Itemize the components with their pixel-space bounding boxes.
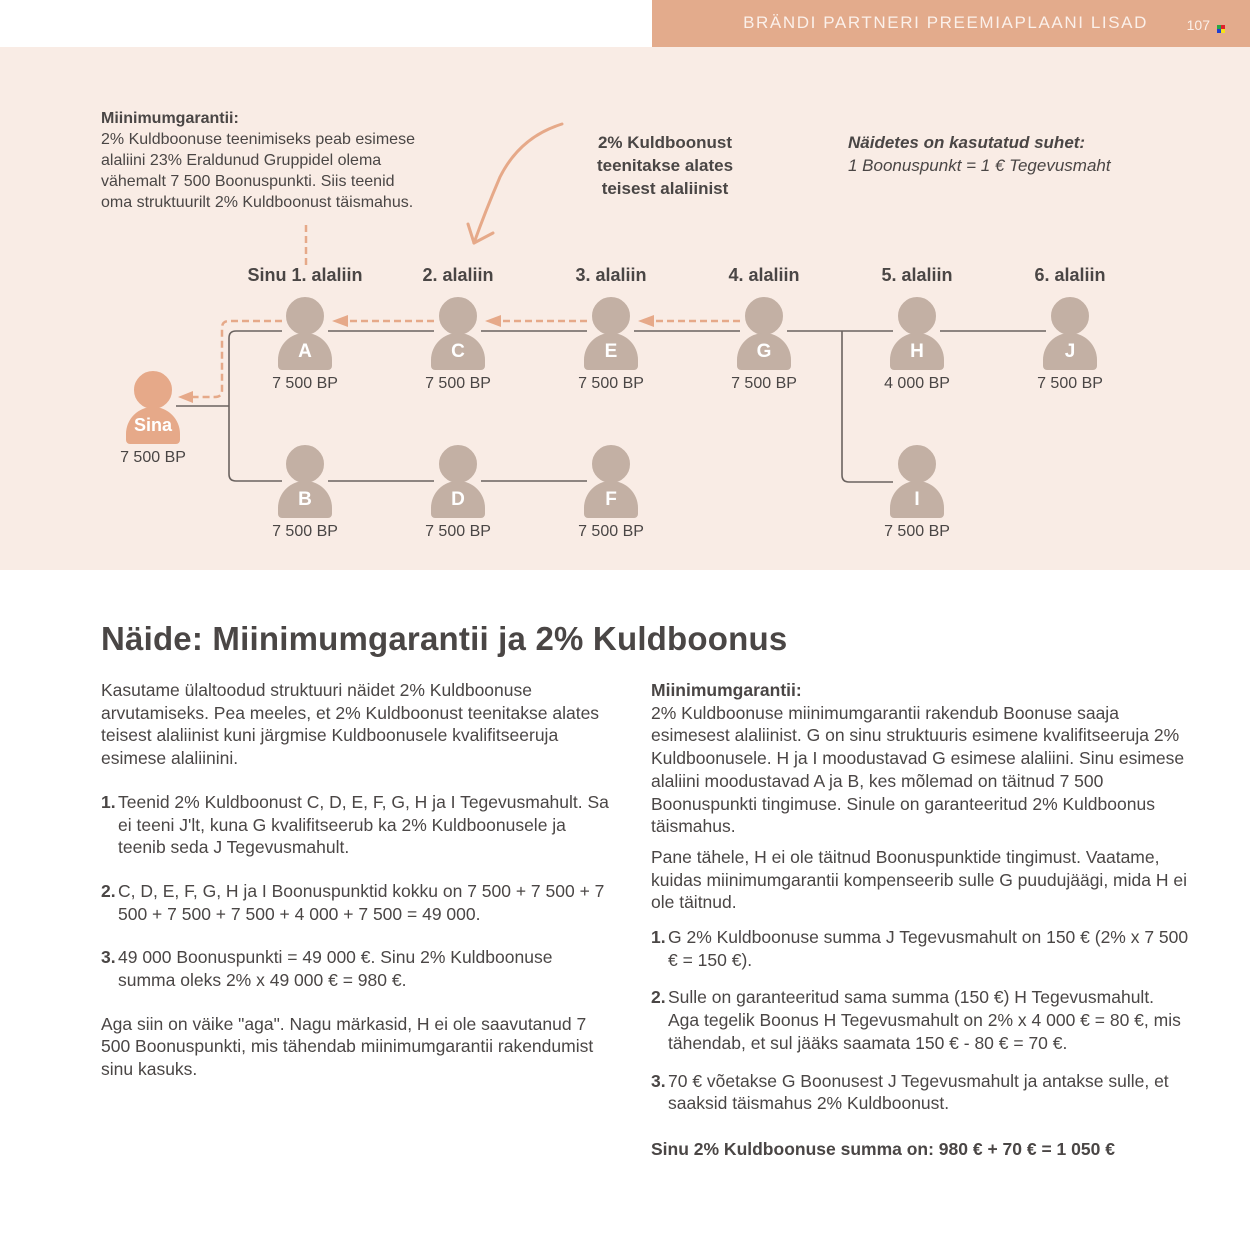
person-label: C <box>431 333 485 370</box>
bp-value-you: 7 500 BP <box>120 449 186 466</box>
item-text: Teenid 2% Kuldboonust C, D, E, F, G, H ja I Tegevusmahult. Sa ei teeni J'lt, kuna G kvalifitseerub ka 2% Kuldboonusele ja teenib seda J Tegevusmahult. <box>118 791 609 858</box>
person-label: G <box>737 333 791 370</box>
note-line: 2% Kuldboonuse teenimiseks peab esimese <box>101 131 415 148</box>
list-item <box>651 986 1191 1054</box>
note-line: vähemalt 7 500 Boonuspunkti. Siis teenid <box>101 173 395 190</box>
item-text: C, D, E, F, G, H ja I Boonuspunktid kokku on 7 500 + 7 500 + 7 500 + 7 500 + 7 500 + 4 000 + 7 500 = 49 000. <box>118 880 605 924</box>
item-text: Sulle on garanteeritud sama summa (150 €) H Tegevusmahult. <box>668 987 1155 1008</box>
person-e <box>571 296 651 376</box>
person-f <box>571 444 651 524</box>
person-label: E <box>584 333 638 370</box>
note-heading: Miinimumgarantii: <box>101 110 239 127</box>
guarantee-paragraph: 2% Kuldboonuse miinimumgarantii rakendub Boonuse saaja esimesest alaliinist. G on sinu struktuuris esimene kvalifitseeruja 2% Kuldboonusele. H ja I moodustavad G esimese alaliini. Sinu esimese alaliini moodustavad A ja B, kes mõlemad on täitnud 7 500 Boonuspunkti tingimuse. Sinule on garanteeritud 2% Kuldboonus täismahus. <box>651 702 1185 837</box>
bp-value-d: 7 500 BP <box>425 523 491 540</box>
right-column <box>651 679 1191 1161</box>
left-column <box>101 679 611 1102</box>
bp-value-g: 7 500 BP <box>731 375 797 392</box>
level-label-3: 3. alaliin <box>575 265 647 285</box>
note-line: 1 Boonuspunkt = 1 € Tegevusmaht <box>848 156 1111 175</box>
bp-value-h: 4 000 BP <box>884 375 950 392</box>
person-icon <box>285 444 325 484</box>
ratio-note <box>848 131 1148 177</box>
person-label: A <box>278 333 332 370</box>
total-summary: Sinu 2% Kuldboonuse summa on: 980 € + 70 € = 1 050 € <box>651 1138 1115 1159</box>
bp-value-j: 7 500 BP <box>1037 375 1103 392</box>
item-number: 2. <box>651 987 666 1008</box>
person-h <box>877 296 957 376</box>
person-icon <box>744 296 784 336</box>
note-line: oma struktuurilt 2% Kuldboonust täismahus. <box>101 194 414 211</box>
level-label-1: Sinu 1. alaliin <box>247 265 363 285</box>
person-label: D <box>431 481 485 518</box>
person-label: J <box>1043 333 1097 370</box>
hand-drawn-arrow-icon <box>468 124 562 243</box>
person-icon <box>1050 296 1090 336</box>
item-text: 70 € võetakse G Boonusest J Tegevusmahult ja antakse sulle, et saaksid täismahus 2% Kuldboonust. <box>668 1070 1169 1114</box>
note-heading: Näidetes on kasutatud suhet: <box>848 133 1086 152</box>
item-extra-text: Aga tegelik Boonus H Tegevusmahult on 2% x 4 000 € = 80 €, mis tähendab, et sul jääks saamata 150 € - 80 € = 70 €. <box>668 1010 1181 1053</box>
page-number: 107 <box>1186 17 1210 33</box>
section-title: BRÄNDI PARTNERI PREEMIAPLAANI LISAD <box>743 13 1148 32</box>
item-number: 1. <box>101 791 116 812</box>
item-number: 3. <box>101 947 116 968</box>
note-line: teenitakse alates <box>596 156 734 175</box>
item-number: 3. <box>651 1070 666 1091</box>
person-icon <box>591 444 631 484</box>
minimum-guarantee-note <box>101 108 431 213</box>
item-number: 2. <box>101 880 116 901</box>
level-label-2: 2. alaliin <box>422 265 494 285</box>
item-text: G 2% Kuldboonuse summa J Tegevusmahult on 150 € (2% x 7 500 € = 150 €). <box>668 927 1189 970</box>
person-icon <box>897 444 937 484</box>
person-label: B <box>278 481 332 518</box>
person-icon <box>438 296 478 336</box>
person-d <box>418 444 498 524</box>
list-item <box>101 946 611 991</box>
item-number: 1. <box>651 927 666 948</box>
structure-diagram <box>0 47 1250 570</box>
person-label: Sina <box>126 407 180 444</box>
page-title: Näide: Miinimumgarantii ja 2% Kuldboonus <box>101 620 788 657</box>
list-item <box>101 791 611 859</box>
list-item <box>651 926 1191 971</box>
note-line: teisest alaliinist <box>601 179 729 198</box>
person-you <box>113 370 193 450</box>
bp-value-c: 7 500 BP <box>425 375 491 392</box>
person-label: F <box>584 481 638 518</box>
person-icon <box>285 296 325 336</box>
note-line: 2% Kuldboonust <box>597 133 733 152</box>
person-i <box>877 444 957 524</box>
bp-value-i: 7 500 BP <box>884 523 950 540</box>
bp-value-a: 7 500 BP <box>272 375 338 392</box>
outro-paragraph: Aga siin on väike "aga". Nagu märkasid, H ei ole saavutanud 7 500 Boonuspunkti, mis tähendab miinimumgarantii rakendumist sinu kasuks. <box>101 1013 594 1080</box>
level-label-6: 6. alaliin <box>1034 265 1106 285</box>
person-icon <box>897 296 937 336</box>
person-label: H <box>890 333 944 370</box>
header-band <box>652 0 1250 47</box>
note-line: alaliini 23% Eraldunud Gruppidel olema <box>101 152 382 169</box>
person-g <box>724 296 804 376</box>
person-icon <box>438 444 478 484</box>
person-label: I <box>890 481 944 518</box>
bp-value-b: 7 500 BP <box>272 523 338 540</box>
print-color-mark-icon <box>1217 25 1225 33</box>
person-b <box>265 444 345 524</box>
person-icon <box>591 296 631 336</box>
list-item <box>101 880 611 925</box>
list-item <box>651 1070 1191 1115</box>
note-paragraph: Pane tähele, H ei ole täitnud Boonuspunktide tingimust. Vaatame, kuidas miinimumgarantii kompenseerib sulle G puudujäägi, mida H ei ole täitnud. <box>651 846 1187 913</box>
person-j <box>1030 296 1110 376</box>
level-label-4: 4. alaliin <box>728 265 800 285</box>
bp-value-e: 7 500 BP <box>578 375 644 392</box>
level-label-5: 5. alaliin <box>881 265 953 285</box>
item-text: 49 000 Boonuspunkti = 49 000 €. Sinu 2% Kuldboonuse summa oleks 2% x 49 000 € = 980 €. <box>118 947 553 991</box>
intro-paragraph: Kasutame ülaltoodud struktuuri näidet 2% Kuldboonuse arvutamiseks. Pea meeles, et 2% Kuldboonust teenitakse alates teisest alaliinist kuni järgmise Kuldboonusele kvalifitseeruja esimese alaliinini. <box>101 680 600 769</box>
person-a <box>265 296 345 376</box>
bp-value-f: 7 500 BP <box>578 523 644 540</box>
person-c <box>418 296 498 376</box>
second-line-note <box>575 131 755 200</box>
section-heading: Miinimumgarantii: <box>651 680 802 700</box>
person-icon <box>133 370 173 410</box>
